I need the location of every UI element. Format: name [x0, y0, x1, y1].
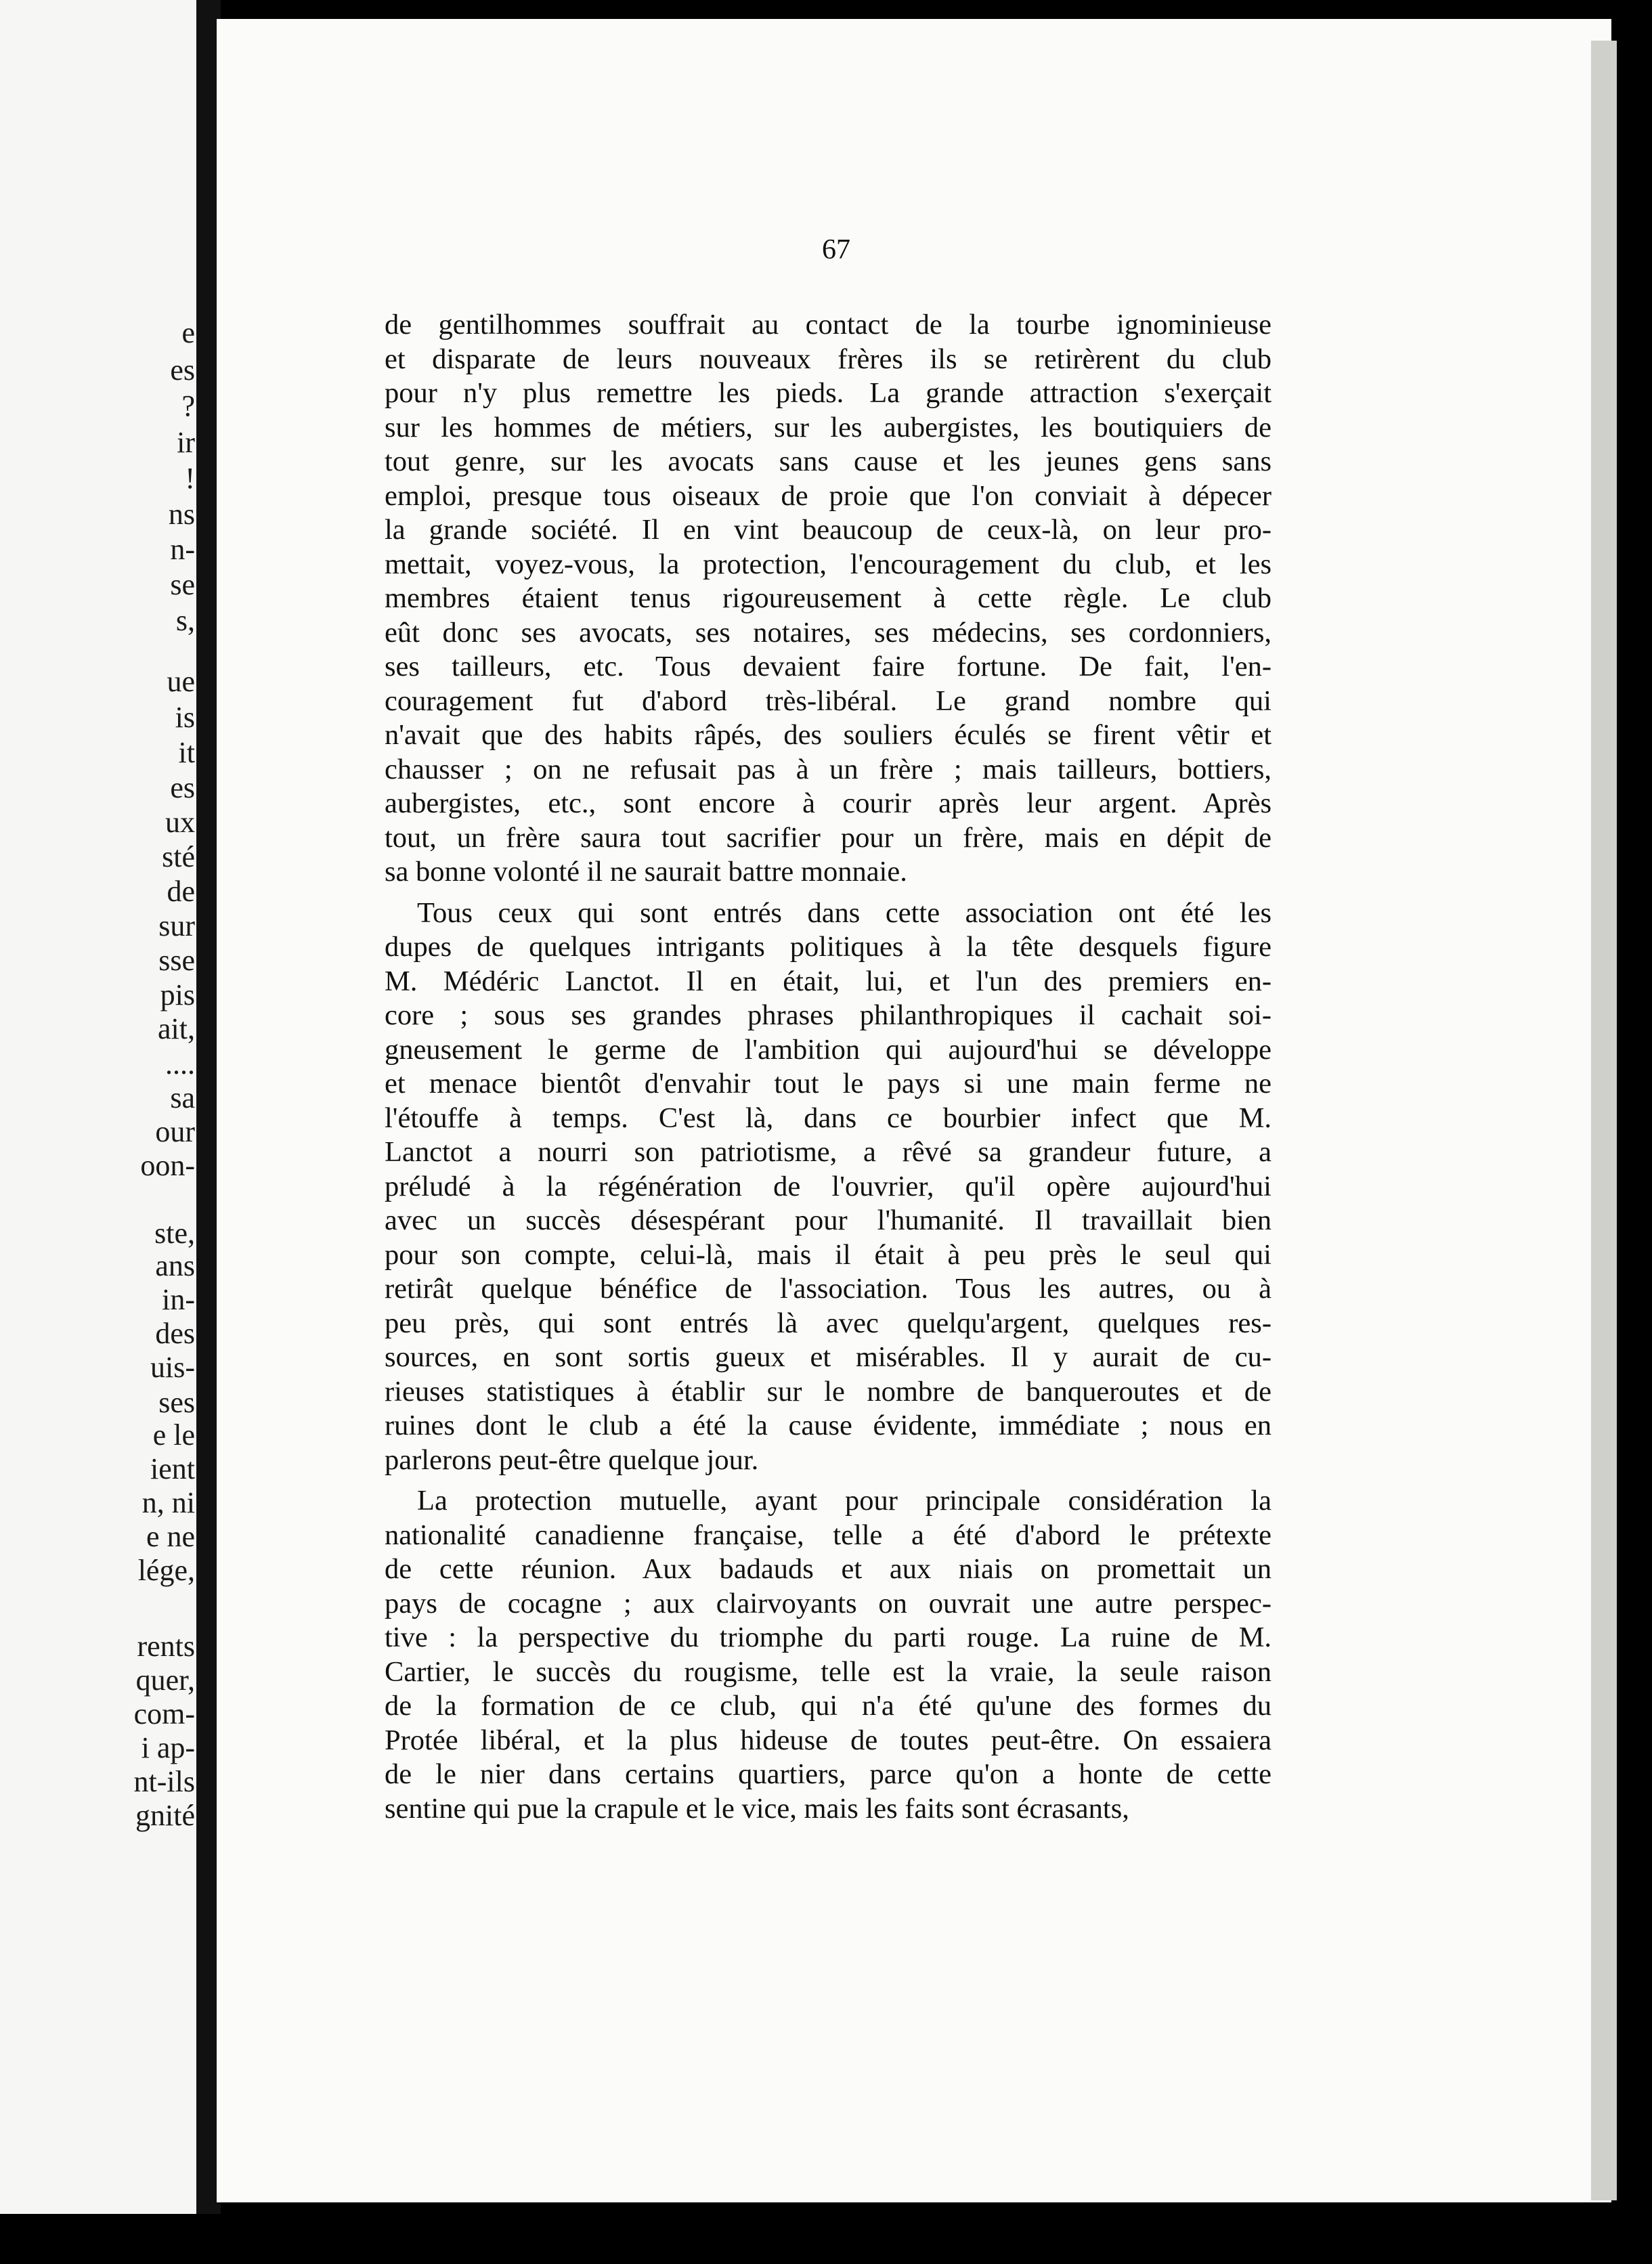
text-line: parlerons peut-être quelque jour. — [385, 1443, 759, 1476]
text-line: M. Médéric Lanctot. Il en était, lui, et l'un des premiers en- — [385, 965, 1271, 997]
text-line: core ; sous ses grandes phrases philanthropiques il cachait soi- — [385, 999, 1271, 1031]
facing-page-line: n, ni — [142, 1486, 195, 1519]
text-line: peu près, qui sont entrés là avec quelqu'argent, quelques res- — [385, 1307, 1271, 1339]
text-line: dupes de quelques intrigants politiques à la tête desquels figure — [385, 931, 1271, 963]
text-line: gneusement le germe de l'ambition qui aujourd'hui se développe — [385, 1033, 1271, 1066]
text-line: couragement fut d'abord très-libéral. Le grand nombre qui — [385, 684, 1271, 717]
text-line: pour son compte, celui-là, mais il était à peu près le seul qui — [385, 1238, 1271, 1271]
facing-page-line: nt-ils — [133, 1765, 195, 1798]
text-line: mettait, voyez-vous, la protection, l'encouragement du club, et les — [385, 548, 1271, 580]
facing-page-line: ux — [165, 806, 195, 839]
paragraph — [385, 1484, 1271, 1826]
facing-page-line: ste, — [154, 1217, 195, 1250]
facing-page-line: ses — [158, 1386, 195, 1419]
text-line: avec un succès désespérant pour l'humanité. Il travaillait bien — [385, 1204, 1271, 1236]
text-line: n'avait que des habits râpés, des souliers éculés se firent vêtir et — [385, 719, 1271, 751]
facing-page-line: ir — [177, 426, 195, 459]
text-line: retirât quelque bénéfice de l'association. Tous les autres, ou à — [385, 1273, 1271, 1305]
facing-page-line: es — [170, 771, 195, 804]
facing-page-line: lége, — [137, 1554, 195, 1587]
text-line: Lanctot a nourri son patriotisme, a rêvé sa grandeur future, a — [385, 1136, 1271, 1168]
text-line: sa bonne volonté il ne saurait battre monnaie. — [385, 856, 907, 888]
facing-page-line: sa — [170, 1081, 195, 1114]
paragraph — [385, 308, 1271, 890]
text-line: rieuses statistiques à établir sur le nombre de banqueroutes et de — [385, 1375, 1271, 1408]
facing-page-line: ient — [150, 1452, 195, 1485]
facing-page-line: ans — [155, 1249, 195, 1282]
text-line: et menace bientôt d'envahir tout le pays si une main ferme ne — [385, 1068, 1271, 1100]
body-text — [385, 308, 1271, 1833]
facing-page-line: gnité — [135, 1799, 195, 1832]
facing-page-line: it — [178, 736, 195, 769]
facing-page-line: de — [167, 875, 195, 908]
text-line: l'étouffe à temps. C'est là, dans ce bourbier infect que M. — [385, 1102, 1271, 1134]
facing-page-line: sur — [158, 909, 195, 942]
text-line: la grande société. Il en vint beaucoup de ceux-là, on leur pro- — [385, 514, 1271, 546]
facing-page-line: ! — [185, 462, 195, 495]
facing-page-line: ait, — [158, 1012, 195, 1045]
facing-page-line: .... — [165, 1047, 195, 1081]
text-line: pour n'y plus remettre les pieds. La grande attraction s'exerçait — [385, 377, 1271, 409]
facing-page-line: ? — [181, 389, 195, 422]
facing-page-line: se — [170, 568, 195, 601]
text-line: aubergistes, etc., sont encore à courir après leur argent. Après — [385, 787, 1271, 819]
facing-page-line: n- — [170, 533, 195, 566]
text-line: ruines dont le club a été la cause évidente, immédiate ; nous en — [385, 1410, 1271, 1441]
text-line: ses tailleurs, etc. Tous devaient faire fortune. De fait, l'en- — [385, 651, 1271, 682]
paragraph — [385, 896, 1271, 1478]
text-line: membres étaient tenus rigoureusement à cette règle. Le club — [385, 582, 1271, 614]
text-line: chausser ; on ne refusait pas à un frère ; mais tailleurs, bottiers, — [385, 753, 1271, 785]
page-number: 67 — [822, 234, 850, 265]
facing-page-line: rents — [137, 1630, 195, 1663]
text-line: eût donc ses avocats, ses notaires, ses médecins, ses cordonniers, — [385, 616, 1271, 649]
text-line: Protée libéral, et la plus hideuse de toutes peut-être. On essaiera — [385, 1724, 1271, 1756]
text-line: emploi, presque tous oiseaux de proie que l'on conviait à dépecer — [385, 479, 1271, 512]
facing-page-line: uis- — [150, 1351, 195, 1384]
text-line: tout, un frère saura tout sacrifier pour un frère, mais en dépit de — [385, 821, 1271, 854]
text-line: de gentilhommes souffrait au contact de la tourbe ignominieuse — [385, 309, 1271, 341]
facing-page-line: oon- — [140, 1149, 195, 1182]
facing-page-line: i ap- — [141, 1731, 195, 1764]
facing-page-fragment — [0, 0, 203, 2214]
facing-page-line: com- — [133, 1697, 195, 1730]
scan-border — [0, 2214, 1652, 2264]
text-line: de cette réunion. Aux badauds et aux niais on promettait un — [385, 1553, 1271, 1585]
text-line: et disparate de leurs nouveaux frères ils se retirèrent du club — [385, 343, 1271, 375]
facing-page-line: e — [181, 316, 195, 349]
facing-page-line: in- — [162, 1283, 195, 1316]
text-line: nationalité canadienne française, telle a été d'abord le prétexte — [385, 1519, 1271, 1551]
text-line: de la formation de ce club, qui n'a été qu'une des formes du — [385, 1690, 1271, 1722]
text-line: de le nier dans certains quartiers, parce qu'on a honte de cette — [385, 1758, 1271, 1790]
facing-page-line: ue — [167, 665, 195, 698]
text-line: sentine qui pue la crapule et le vice, mais les faits sont écrasants, — [385, 1792, 1129, 1825]
text-line: pays de cocagne ; aux clairvoyants on ouvrait une autre perspec- — [385, 1587, 1271, 1619]
text-line: La protection mutuelle, ayant pour principale considération la — [417, 1485, 1271, 1517]
page-edge — [1591, 41, 1617, 2200]
text-line: tout genre, sur les avocats sans cause et les jeunes gens sans — [385, 445, 1271, 477]
facing-page-line: quer, — [135, 1663, 195, 1697]
text-line: Cartier, le succès du rougisme, telle est la vraie, la seule raison — [385, 1655, 1271, 1688]
facing-page-line: sse — [158, 944, 195, 977]
facing-page-line: sté — [162, 840, 195, 873]
text-line: Tous ceux qui sont entrés dans cette association ont été les — [417, 896, 1271, 929]
facing-page-line: pis — [160, 978, 195, 1011]
facing-page-line: s, — [175, 604, 195, 637]
facing-page-line: is — [175, 701, 195, 734]
facing-page-line: e le — [152, 1418, 195, 1452]
facing-page-line: e ne — [146, 1520, 195, 1553]
text-line: tive : la perspective du triomphe du parti rouge. La ruine de M. — [385, 1621, 1271, 1653]
text-line: sur les hommes de métiers, sur les aubergistes, les boutiquiers de — [385, 411, 1271, 443]
facing-page-line: ns — [168, 498, 195, 531]
facing-page-line: our — [155, 1115, 195, 1148]
text-line: sources, en sont sortis gueux et misérables. Il y aurait de cu- — [385, 1341, 1271, 1373]
text-line: préludé à la régénération de l'ouvrier, qu'il opère aujourd'hui — [385, 1170, 1271, 1202]
facing-page-line: es — [170, 353, 195, 387]
facing-page-line: des — [155, 1317, 195, 1350]
